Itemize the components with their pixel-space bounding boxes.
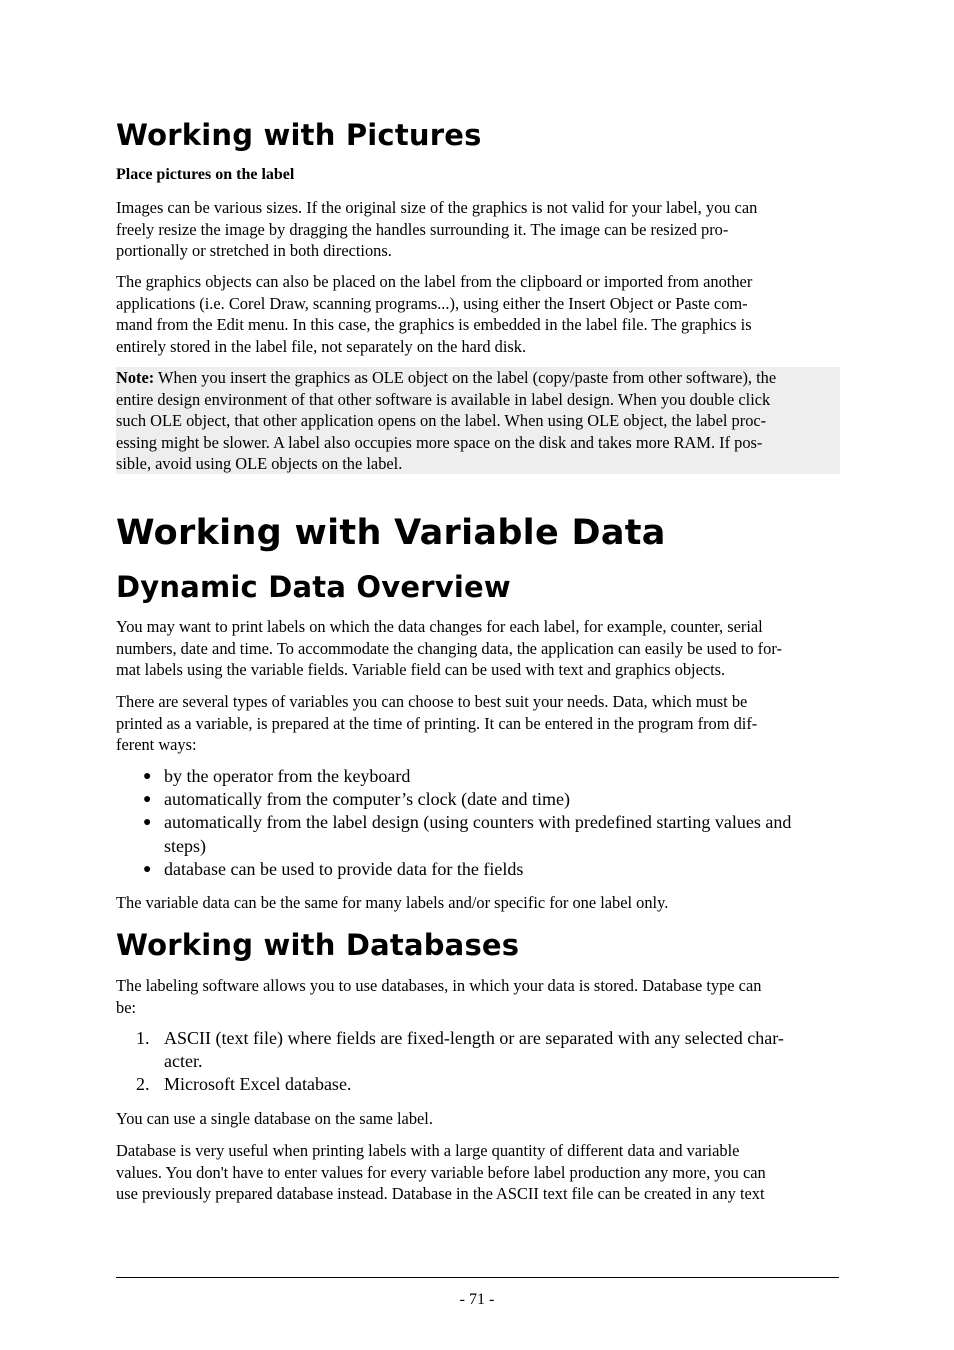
note-label: Note: [116, 368, 155, 387]
paragraph-variable-types [116, 691, 840, 756]
database-types-list [116, 1027, 840, 1097]
list-item [116, 788, 840, 811]
text-line: mat labels using the variable fields. Variable field can be used with text and graphics objects. [116, 660, 726, 680]
heading-dynamic-data-overview: Dynamic Data Overview [116, 570, 511, 604]
bullet-icon: ● [143, 815, 152, 831]
paragraph-graphics-objects [116, 271, 840, 357]
text-line: essing might be slower. A label also occupies more space on the disk and takes more RAM. If pos- [116, 432, 763, 452]
text-line: There are several types of variables you can choose to best suit your needs. Data, which must be [116, 692, 748, 711]
text-line: by the operator from the keyboard [164, 766, 411, 786]
text-line: steps) [164, 835, 206, 856]
heading-working-with-databases: Working with Databases [116, 928, 520, 962]
paragraph-image-sizes [116, 197, 840, 262]
text-line: You can use a single database on the same label. [116, 1109, 433, 1128]
variable-sources-list [116, 765, 840, 881]
note-box [116, 367, 840, 474]
text-line: acter. [164, 1051, 203, 1072]
list-item [116, 811, 840, 857]
heading-working-with-variable-data: Working with Variable Data [116, 513, 666, 553]
list-item [116, 1073, 840, 1096]
text-line: entirely stored in the label file, not separately on the hard disk. [116, 336, 527, 356]
text-line: be: [116, 997, 137, 1017]
page-number: - 71 - [459, 1291, 495, 1308]
text-line: Microsoft Excel database. [164, 1074, 352, 1095]
text-line: printed as a variable, is prepared at the time of printing. It can be entered in the program from dif- [116, 713, 758, 733]
text-line: ASCII (text file) where fields are fixed-length or are separated with any selected char- [164, 1028, 784, 1048]
text-line: ferent ways: [116, 735, 197, 755]
list-item [116, 858, 840, 881]
footer-rule [116, 1277, 839, 1278]
bullet-icon: ● [143, 792, 152, 808]
text-line: Images can be various sizes. If the original size of the graphics is not valid for your label, you can [116, 198, 758, 217]
text-line: You may want to print labels on which the data changes for each label, for example, counter, serial [116, 617, 763, 636]
text-line: values. You don't have to enter values for every variable before label production any more, you can [116, 1162, 766, 1182]
list-number: 1. [136, 1028, 150, 1048]
text-line: Database is very useful when printing labels with a large quantity of different data and variable [116, 1141, 740, 1160]
text-line [116, 367, 840, 389]
text-line: use previously prepared database instead. Database in the ASCII text file can be created in any text [116, 1184, 765, 1204]
text-line: database can be used to provide data for the fields [164, 858, 524, 879]
text-line: The graphics objects can also be placed on the label from the clipboard or imported from another [116, 272, 753, 291]
text-line: numbers, date and time. To accommodate the changing data, the application can easily be used to for- [116, 638, 782, 658]
subheading-place-pictures: Place pictures on the label [116, 166, 295, 183]
text-line: portionally or stretched in both directions. [116, 241, 392, 261]
text-line: automatically from the computer’s clock (date and time) [164, 789, 571, 810]
paragraph-database-useful [116, 1140, 840, 1205]
list-number: 2. [136, 1074, 150, 1095]
list-item [116, 765, 840, 788]
list-item [116, 1027, 840, 1073]
text-line: The labeling software allows you to use databases, in which your data is stored. Database type can [116, 976, 762, 995]
note-text [116, 367, 840, 475]
paragraph-variable-intro [116, 616, 840, 681]
paragraph-single-database [116, 1108, 840, 1130]
text-line: sible, avoid using OLE objects on the label. [116, 454, 403, 474]
bullet-icon: ● [143, 861, 152, 877]
text-line: applications (i.e. Corel Draw, scanning programs...), using either the Insert Object or Paste com- [116, 293, 748, 313]
text-line: such OLE object, that other application opens on the label. When using OLE object, the label proc- [116, 411, 767, 431]
note-first-line: When you insert the graphics as OLE object on the label (copy/paste from other software), the [154, 368, 777, 387]
text-line: The variable data can be the same for many labels and/or specific for one label only. [116, 893, 669, 912]
paragraph-variable-same [116, 892, 840, 914]
text-line: automatically from the label design (using counters with predefined starting values and [164, 812, 792, 833]
heading-working-with-pictures: Working with Pictures [116, 118, 482, 152]
text-line: mand from the Edit menu. In this case, the graphics is embedded in the label file. The graphics is [116, 315, 752, 335]
text-line: entire design environment of that other software is available in label design. When you double click [116, 389, 771, 409]
paragraph-database-intro [116, 975, 840, 1018]
text-line: freely resize the image by dragging the handles surrounding it. The image can be resized pro- [116, 219, 729, 239]
bullet-icon: ● [143, 769, 152, 784]
